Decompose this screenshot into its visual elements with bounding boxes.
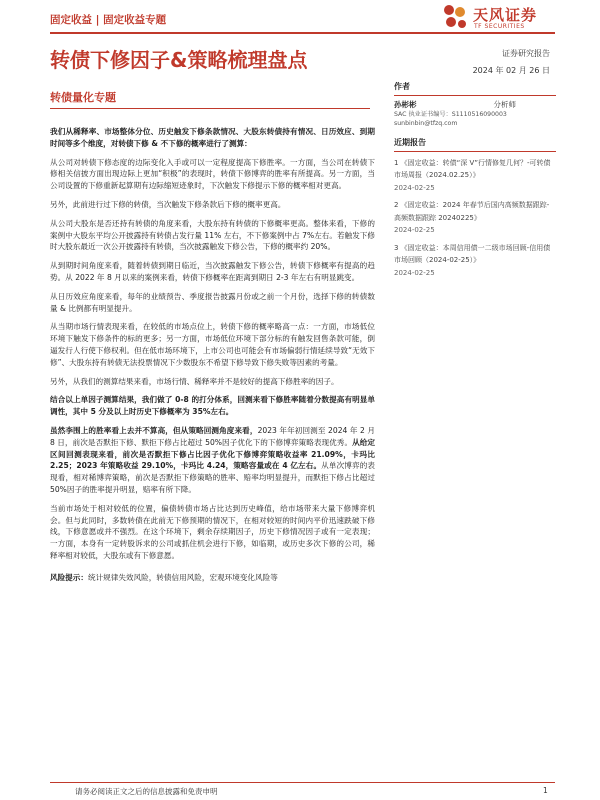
author-line	[394, 100, 556, 111]
author-divider	[394, 95, 556, 96]
logo-sub: TF SECURITIES	[474, 23, 525, 30]
author-cert: SAC 执业证书编号：S1110516090003	[394, 111, 507, 118]
paragraph-score: 结合以上单因子测算结果，我们做了 0-8 的打分体系，回测来看下修胜率随着分数提高有明显单调性，其中 5 分及以上时历史下修概率为 35%左右。	[50, 395, 375, 417]
report-type: 证券研究报告	[502, 49, 550, 58]
sidebar	[394, 82, 556, 279]
recent-label: 近期报告	[394, 138, 426, 147]
report-date: 2024 年 02 月 26 日	[472, 66, 550, 75]
recent-report-item[interactable]: 3 《固定收益：本周信用债一二级市场回顾-信用债市场回顾（2024-02-25）》 2024-02-25	[394, 243, 551, 277]
paragraph: 从到期时间角度来看，随着转债到期日临近，当次披露触发下修公告，转债下修概率有提高的趋势。从 2022 年 8 月以来的案例来看，转债下修概率在距离到期日 2-3 年左右有明显跳变。	[50, 261, 375, 282]
report-subtitle: 转债量化专题	[50, 91, 116, 104]
footer-divider	[50, 782, 555, 783]
logo-mark-icon	[440, 2, 470, 32]
author-name: 孙彬彬	[394, 99, 417, 109]
risk-warning: 风险提示：统计规律失效风险，转债信用风险，宏观环境变化风险等	[50, 572, 278, 582]
author-email[interactable]: sunbinbin@tfzq.com	[394, 120, 458, 127]
paragraph-intro: 我们从稀释率、市场整体分位、历史触发下修条款情况、大股东转债持有情况、日历效应、到期时间等多个维度，对转债下修 & 不下修的概率进行了测算：	[50, 127, 375, 148]
company-logo	[440, 2, 560, 40]
paragraph: 另外，从我们的测算结果来看，市场行情、稀释率并不是较好的提高下修胜率的因子。	[50, 376, 339, 386]
paragraph: 从日历效应角度来看，每年的业绩预告、季度报告披露月份或之前一个月份，选择下修的转债数量 & 比例都有明显提升。	[50, 291, 375, 313]
header-category: 固定收益 | 固定收益专题	[50, 14, 167, 26]
paragraph: 另外，此前进行过下修的转债，当次触发下修条款后下修的概率更高。	[50, 199, 286, 209]
subtitle-divider	[50, 108, 370, 109]
author-role: 分析师	[493, 99, 516, 109]
recent-divider	[394, 151, 556, 152]
recent-report-item[interactable]: 2 《固定收益：2024 年春节后国内高频数据跟踪-高频数据跟踪 20240225》 2024-02-25	[394, 201, 550, 234]
main-body	[50, 126, 375, 591]
paragraph: 当前市场处于相对较低的位置，偏债转债市场占比达到历史峰值，给市场带来大量下修博弈机会。但与此同时，多数转债在此前无下修预期的情况下，在相对较短的时间内平价迅速跌破下修线，下修意愿或并不强烈。在这个环境下，剩余存续期因子，历史下修情况因子或有一定表现；一方面，本身有一定转股诉求的公司或抓住机会进行下修，如临期，或历史多次下修的公司，稀释率相对较低，大股东或有下修意愿。	[50, 503, 375, 560]
paragraph: 从公司大股东是否还持有转债的角度来看，大股东持有转债的下修概率更高。整体来看，下修的案例中大股东平均公开披露持有转债占发行量 11% 左右，不下修案例中占 7%左右。若触发下修时大股东最近一次公开披露持有转债，当次披露触发下修公告，下修的概率约 20%。	[50, 218, 375, 252]
paragraph-backtest: 虽然李围上的胜率看上去并不算高，但从策略回测角度来看，2023 年年初回测至 2024 年 2 月 8 日，前次是否默拒下修、默拒下修占比超过 50%因子优化下的下修博弈策略表现优秀。从给定区间回测表现来看，前次是否默拒下修占比因子优化下修博弈策略收益率 21.09%，卡玛比 2.25；2023 年策略收益 29.10%，卡玛比 4.24，策略容量或在 4 亿左右。从单次博弈的表现看，相对稀博弈策略，前次是否默拒下修策略的胜率、赔率均明显提升，而默拒下修占比超过 50%因子的胜率提升明显，赔率有所下降。	[50, 425, 375, 494]
author-label: 作者	[394, 82, 410, 91]
paragraph: 从当期市场行情表现来看，在较低的市场点位上，转债下修的概率略高一点：一方面，市场低位环境下触发下修条件的标的更多；另一方面，市场低位环境下部分标的有触发回售条款可能，倒逼发行人行使下修权利。但在低市场环境下，上市公司也可能会有市场偏弱行情延续导致“无效下修”、大股东持有转债无法投票情况下少数股东不希望下修导致下修失败等因素的考量。	[50, 322, 375, 367]
footer-disclaimer: 请务必阅读正文之后的信息披露和免责申明	[75, 787, 218, 796]
recent-report-item[interactable]: 1 《固定收益：转债“深 V”行情修复几何？-可转债市场周报（2024.02.25）》 2024-02-25	[394, 158, 551, 192]
report-title: 转债下修因子&策略梳理盘点	[50, 48, 308, 72]
paragraph: 从公司对转债下修态度的边际变化入手或可以一定程度提高下修胜率。一方面，当公司在转债下修相关信披方面出现边际上更加“积极”的表现时，转债下修博弈的胜率有所提高。另一方面，当公司设置的下修重新起算期有边际缩短迹象时，下次触发下修提示下修的概率相对更高。	[50, 157, 375, 191]
header-divider	[50, 32, 555, 34]
logo-name: 天风证券	[473, 6, 538, 24]
page-number: 1	[543, 786, 548, 795]
